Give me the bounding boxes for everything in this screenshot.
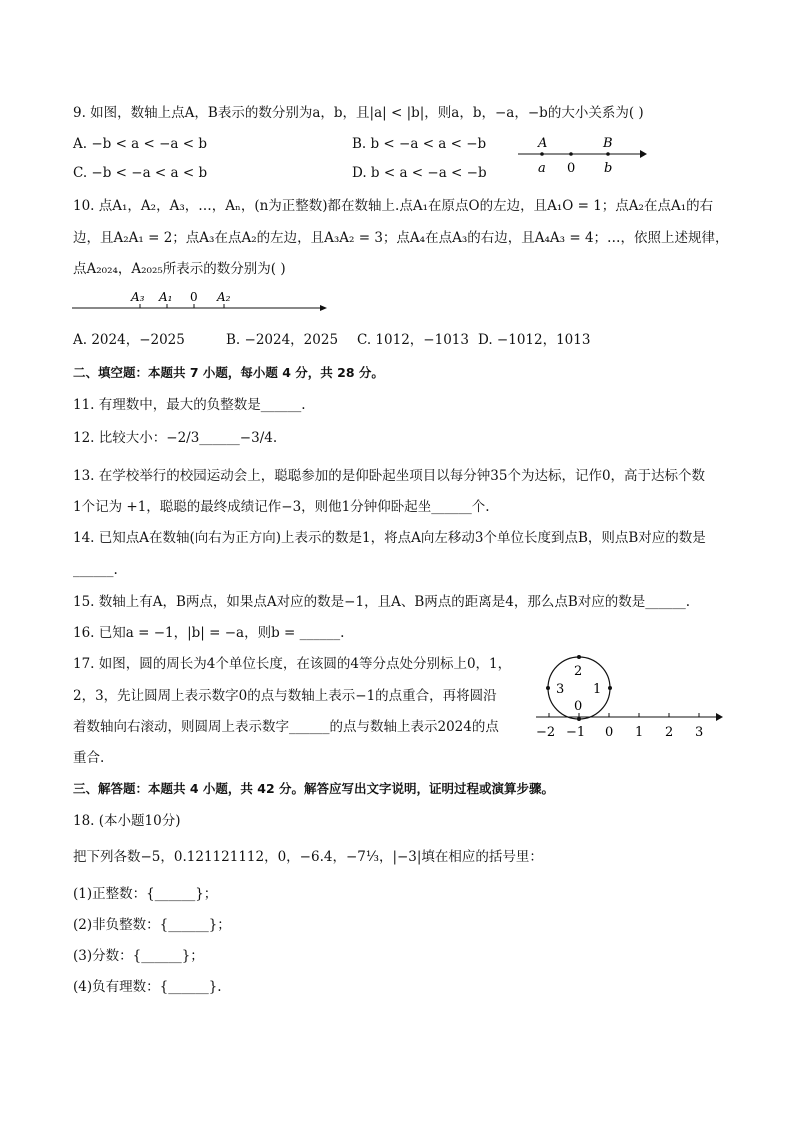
- q9-point-b: [606, 152, 610, 156]
- q13-line2: 1个记为 +1，聪聪的最终成绩记作−3，则他1分钟仰卧起坐______个.: [73, 499, 490, 515]
- q9-point-origin: [569, 152, 573, 156]
- q10-label-a1: A₁: [159, 290, 173, 304]
- q17-circle-label-2: 2: [574, 664, 583, 679]
- q18-stem: 把下列各数−5，0.121121112，0，−6.4，−7⅓，|−3|填在相应的括号里：: [73, 849, 543, 865]
- q9-number-line-figure: [512, 132, 652, 180]
- q17-axis-label-3: 3: [695, 725, 704, 740]
- q9-option-c: C. −b < −a < a < b: [73, 165, 208, 181]
- q17-circle-axis-figure: [532, 652, 728, 744]
- q17-axis-arrow: [716, 713, 723, 721]
- q10-line1: 10. 点A₁，A₂，A₃，…，Aₙ，(n为正整数)都在数轴上.点A₁在原点O的左边，且A₁O = 1；点A₂在点A₁的右: [73, 198, 714, 214]
- q14-line2: ______.: [73, 562, 118, 578]
- q17-point-0: [577, 717, 581, 721]
- q17-line2: 2，3，先让圆周上表示数字0的点与数轴上表示−1的点重合，再将圆沿: [73, 688, 497, 704]
- q9-option-a: A. −b < a < −a < b: [73, 136, 208, 152]
- q9-option-d: D. b < a < −a < −b: [352, 165, 487, 181]
- q10-label-a3: A₃: [131, 290, 145, 304]
- q12-text: 12. 比较大小：−2/3______−3/4.: [73, 430, 278, 446]
- q9-label-a: a: [538, 161, 546, 176]
- q10-label-a2: A₂: [217, 290, 231, 304]
- q17-point-2: [577, 655, 581, 659]
- q10-label-zero: 0: [190, 290, 198, 304]
- q15-text: 15. 数轴上有A，B两点，如果点A对应的数是−1，且A、B两点的距离是4，那么点B对应的数是______.: [73, 594, 691, 610]
- q16-text: 16. 已知a = −1，|b| = −a，则b = ______.: [73, 625, 345, 641]
- q9-label-b: b: [604, 161, 613, 176]
- q17-axis-label-minus1: −1: [566, 725, 586, 740]
- section-2-heading: 二、填空题：本题共 7 小题，每小题 4 分，共 28 分。: [73, 365, 384, 380]
- q18-item-1: (1)正整数：{______}；: [73, 886, 218, 902]
- q10-line2: 边，且A₂A₁ = 2；点A₃在点A₂的左边，且A₃A₂ = 3；点A₄在点A₃的右边，且A₄A₃ = 4；…，依照上述规律，: [73, 230, 729, 246]
- q17-circle-label-1: 1: [593, 682, 602, 697]
- q17-circle-label-3: 3: [556, 682, 565, 697]
- q17-line4: 重合.: [73, 750, 105, 766]
- q10-option-d: D. −1012，1013: [478, 332, 591, 348]
- q17-line3: 着数轴向右滚动，则圆周上表示数字______的点与数轴上表示2024的点: [73, 719, 499, 735]
- q10-axis-arrow: [320, 305, 327, 311]
- q18-item-2: (2)非负整数：{______}；: [73, 917, 231, 933]
- q17-circle-label-0: 0: [574, 699, 583, 714]
- q14-line1: 14. 已知点A在数轴(向右为正方向)上表示的数是1，将点A向左移动3个单位长度到点B，则点B对应的数是: [73, 530, 706, 546]
- q9-option-b: B. b < −a < a < −b: [352, 136, 487, 152]
- q11-text: 11. 有理数中，最大的负整数是______.: [73, 397, 306, 413]
- q10-option-c: C. 1012，−1013: [357, 332, 469, 348]
- q18-item-3: (3)分数：{______}；: [73, 948, 204, 964]
- q17-point-1: [608, 686, 612, 690]
- q9-point-a: [540, 152, 544, 156]
- q10-option-a: A. 2024，−2025: [73, 332, 185, 348]
- q9-stem: 9. 如图，数轴上点A，B表示的数分别为a，b，且|a| < |b|，则a，b，−a，−b的大小关系为( ): [73, 105, 644, 121]
- q13-line1: 13. 在学校举行的校园运动会上，聪聪参加的是仰卧起坐项目以每分钟35个为达标，记作0，高于达标个数: [73, 468, 706, 484]
- q17-axis-label-minus2: −2: [536, 725, 556, 740]
- q10-option-b: B. −2024，2025: [226, 332, 339, 348]
- q17-axis-label-2: 2: [665, 725, 674, 740]
- q9-label-zero: 0: [567, 161, 576, 176]
- q18-item-4: (4)负有理数：{______}.: [73, 979, 222, 995]
- section-3-heading: 三、解答题：本题共 4 小题，共 42 分。解答应写出文字说明，证明过程或演算步骤。: [73, 781, 555, 796]
- q10-number-line-figure: [70, 287, 332, 315]
- q17-point-3: [546, 686, 550, 690]
- q10-line3: 点A₂₀₂₄，A₂₀₂₅所表示的数分别为( ): [73, 261, 286, 277]
- q9-label-A: A: [538, 136, 548, 151]
- q17-line1: 17. 如图，圆的周长为4个单位长度，在该圆的4等分点处分别标上0，1，: [73, 656, 512, 672]
- q9-axis-arrow: [640, 150, 647, 158]
- q9-label-B: B: [603, 136, 613, 151]
- q17-axis-label-1: 1: [635, 725, 644, 740]
- q17-axis-label-0: 0: [605, 725, 614, 740]
- q18-title: 18. (本小题10分): [73, 813, 181, 829]
